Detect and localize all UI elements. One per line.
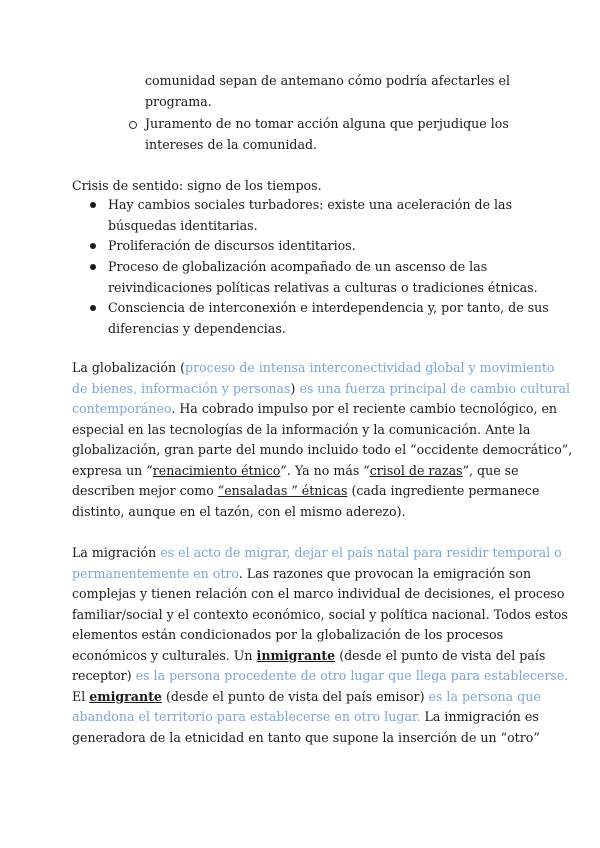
text-run: ”. Ya no más “ [280,462,370,478]
text-line: Proliferación de discursos identitarios. [108,238,356,253]
text-line: generadora de la etnicidad en tanto que supone la inserción de un “otro” [72,729,540,745]
globalizacion-paragraph [72,358,573,522]
crisis-list-item [108,195,512,236]
text-line: familiar/social y el contexto económico, social y política nacional. Todos estos [72,606,568,622]
text-line: complejas y tienen relación con el marco individual de decisiones, el proceso [72,586,565,601]
crisis-heading [72,176,530,197]
migracion-paragraph [72,543,569,748]
text-run: . Las razones que provocan la emigración son [238,565,532,581]
text-run: (desde el punto de vista del país emisor) [161,688,429,704]
text-line: diferencias y dependencias. [108,320,286,336]
text-run: La migración [72,545,161,560]
text-line: distinto, aunque en el tazón, con el mismo aderezo). [72,503,406,519]
text-run: La globalización ( [72,360,186,375]
text-line: Juramento de no tomar acción alguna que perjudique los [145,116,509,131]
text-line: intereses de la comunidad. [145,136,318,152]
text-run: (desde el punto de vista del país [335,647,546,663]
sublist-item-continuation [145,71,510,112]
underlined-term: renacimiento étnico [152,462,281,478]
crisis-list-item [108,298,549,339]
text-line: Consciencia de interconexión e interdependencia y, por tanto, de sus [108,300,549,315]
definition-text: es una fuerza principal de cambio cultural [295,380,571,396]
text-run: (cada ingrediente permanece [347,483,540,498]
text-line: especial en las tecnologías de la información y la comunicación. Ante la [72,421,531,437]
text-run: expresa un “ [72,462,153,478]
text-run: describen mejor como [72,483,218,498]
definition-text: contemporáneo [72,401,172,416]
text-line: comunidad sepan de antemano cómo podría afectarles el [145,73,510,88]
bullet-icon [90,202,96,208]
text-run: económicos y culturales. Un [72,647,257,663]
text-line: reivindicaciones políticas relativas a culturas o tradiciones étnicas. [108,279,538,295]
underlined-term: “ensaladas ” étnicas [217,483,348,498]
definition-text: abandona el territorio para establecerse en otro lugar. [72,709,421,724]
bullet-icon [90,243,96,249]
crisis-list-item [108,257,538,298]
hollow-bullet-icon [129,121,137,129]
text-line: elementos están condicionados por la globalización de los procesos [72,627,504,642]
bullet-icon [90,264,96,270]
bullet-icon [90,305,96,311]
text-run: receptor) [72,668,136,683]
definition-text: proceso de intensa interconectividad global y movimiento [185,360,555,375]
definition-text: permanentemente en otro [72,565,239,581]
definition-text: es el acto de migrar, dejar el país natal para residir temporal o [160,545,562,560]
text-run: El [72,688,90,704]
definition-text: de bienes, información y personas [72,380,291,396]
text-run: ”, que se [462,462,519,478]
text-run: ) [290,380,296,396]
sublist-item [145,114,509,155]
text-line: programa. [145,93,212,109]
definition-text: es la persona procedente de otro lugar que llega para establecerse. [135,668,569,683]
underlined-term: crisol de razas [369,462,463,478]
bold-underlined-term: emigrante [89,688,162,704]
text-line: Hay cambios sociales turbadores: existe una aceleración de las [108,197,513,212]
text-run: . Ha cobrado impulso por el reciente cambio tecnológico, en [171,401,558,416]
text-run: La inmigración es [420,709,539,724]
crisis-list-item [108,236,356,257]
bold-underlined-term: inmigrante [256,647,336,663]
text-line: Crisis de sentido: signo de los tiempos. [72,178,322,193]
definition-text: es la persona que [428,688,541,704]
text-line: búsquedas identitarias. [108,217,258,233]
text-line: globalización, gran parte del mundo incluido todo el “occidente democrático”, [72,442,573,457]
text-line: Proceso de globalización acompañado de un ascenso de las [108,259,488,274]
